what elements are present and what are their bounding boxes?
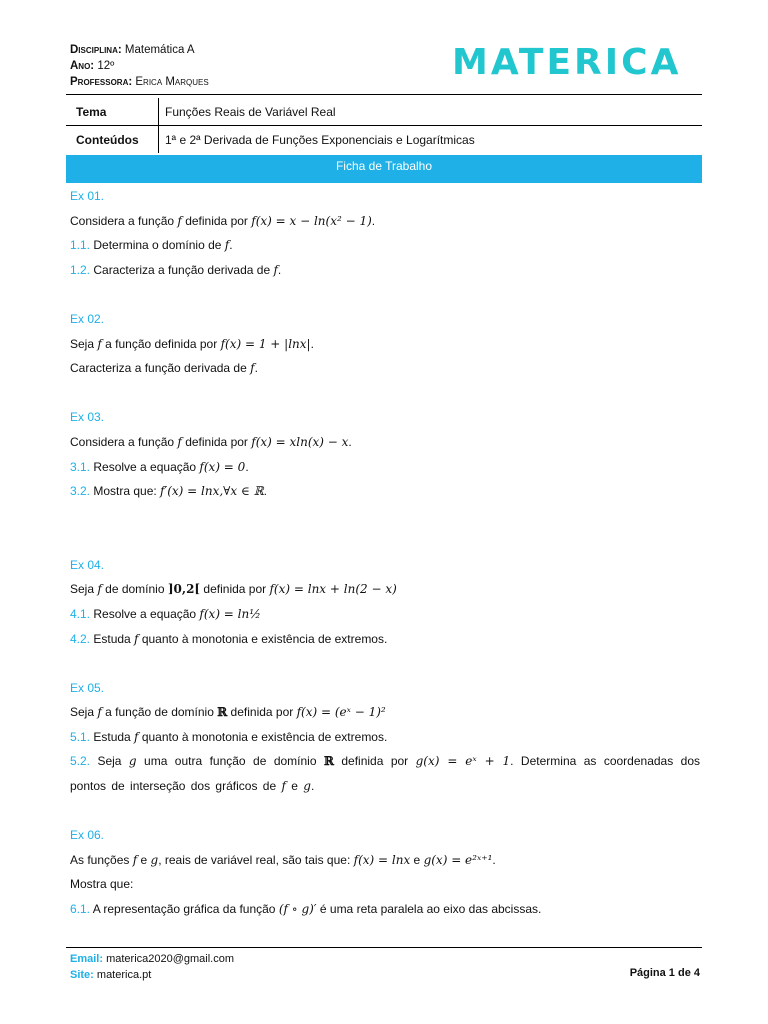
tema-value: Funções Reais de Variável Real (159, 98, 703, 126)
ex06-line-2: Mostra que: (70, 877, 134, 892)
ex05-item-2: 5.2. Seja g uma outra função de domínio ℝ definida por g(x) = eˣ + 1. Determina as coordenadas dos pontos de interseção dos gráficos de f e g. (70, 754, 700, 794)
ex01-item-2: 1.2. Caracteriza a função derivada de f. (70, 262, 282, 277)
ano-line (70, 58, 209, 74)
footer-divider (66, 947, 702, 948)
ex05-intro: Seja f a função de domínio ℝ definida por f(x) = (eˣ − 1)² (70, 705, 386, 720)
disciplina-label: Disciplina: (70, 44, 122, 56)
ex03-intro: Considera a função f definida por f(x) = xln(x) − x. (70, 434, 352, 449)
professora-value: Erica Marques (135, 76, 209, 88)
ex01-intro: Considera a função f definida por f(x) = x − ln(x² − 1). (70, 213, 376, 228)
conteudos-label: Conteúdos (66, 126, 159, 154)
site-label: Site: (70, 969, 94, 981)
ex02-intro: Seja f a função definida por f(x) = 1 + |lnx|. (70, 336, 314, 351)
ex06-title: Ex 06. (70, 828, 105, 843)
ex04-intro: Seja f de domínio ]0,2[ definida por f(x) = lnx + ln(2 − x) (70, 582, 397, 597)
page-number: Página 1 de 4 (629, 967, 700, 979)
ex05-title: Ex 05. (70, 680, 105, 695)
email-link[interactable]: materica2020@gmail.com (106, 953, 235, 965)
materica-logo: MATERICA (452, 42, 682, 83)
worksheet-banner: Ficha de Trabalho (66, 155, 702, 183)
email-label: Email: (70, 953, 104, 965)
ex02-line-2: Caracteriza a função derivada de f. (70, 361, 258, 376)
ex03-title: Ex 03. (70, 410, 105, 425)
exercise-content (70, 184, 700, 922)
ex06-item-1: 6.1. A representação gráfica da função (f ∘ g)′ é uma reta paralela ao eixo das abcissas. (70, 902, 542, 917)
ex03-item-1: 3.1. Resolve a equação f(x) = 0. (70, 459, 249, 474)
disciplina-line (70, 42, 209, 58)
ex05-item-1: 5.1. Estuda f quanto à monotonia e existência de extremos. (70, 729, 388, 744)
site-link[interactable]: materica.pt (96, 969, 152, 981)
ex06-intro: As funções f e g, reais de variável real, são tais que: f(x) = lnx e g(x) = e²ˣ⁺¹. (70, 852, 496, 867)
ex03-definition: f(x) = xln(x) − x (251, 434, 349, 449)
ex02-title: Ex 02. (70, 311, 105, 326)
conteudos-value: 1ª e 2ª Derivada de Funções Exponenciais e Logarítmicas (165, 132, 475, 147)
ex04-definition: f(x) = lnx + ln(2 − x) (269, 582, 397, 597)
ex01-title: Ex 01. (70, 189, 105, 203)
document-header (70, 42, 209, 90)
info-table (66, 98, 702, 153)
professora-label: Professora: (70, 76, 133, 88)
ex05-definition: f(x) = (eˣ − 1)² (296, 705, 386, 720)
ano-label: Ano: (70, 60, 95, 72)
ex04-item-2: 4.2. Estuda f quanto à monotonia e existência de extremos. (70, 631, 388, 646)
footer-contacts (70, 951, 234, 983)
ex04-title: Ex 04. (70, 557, 105, 572)
header-divider (66, 94, 702, 95)
ex02-definition: f(x) = 1 + |lnx| (220, 336, 311, 351)
ex01-definition: f(x) = x − ln(x² − 1) (251, 213, 372, 228)
professora-line (70, 74, 209, 90)
ano-value: 12º (97, 60, 115, 72)
tema-label: Tema (66, 98, 159, 126)
ex01-item-1: 1.1. Determina o domínio de f. (70, 238, 233, 253)
disciplina-value: Matemática A (124, 44, 195, 56)
ex03-item-2: 3.2. Mostra que: f′(x) = lnx,∀x ∈ ℝ. (70, 484, 268, 499)
ex04-item-1: 4.1. Resolve a equação f(x) = ln½ (70, 606, 261, 621)
ex04-domain: ]0,2[ (167, 582, 201, 597)
